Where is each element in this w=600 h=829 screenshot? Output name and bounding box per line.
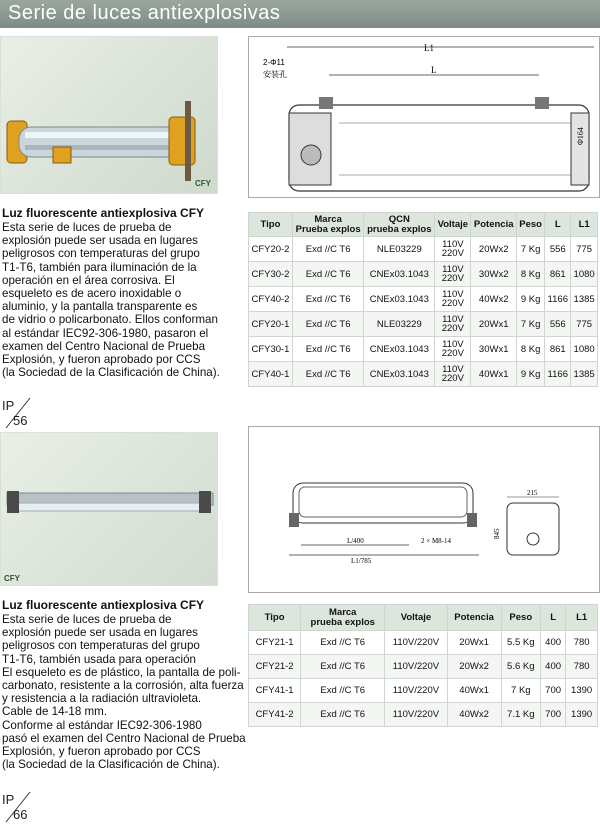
table-header-cell: L <box>545 213 571 237</box>
table-cell: 110V/220V <box>385 655 447 679</box>
table-cell: NLE03229 <box>364 237 435 262</box>
table-cell: 9 Kg <box>516 287 544 312</box>
desc-line: aluminio, y la pantalla transparente es <box>2 300 198 314</box>
table-cell: Exd //C T6 <box>301 655 385 679</box>
table-header-cell: Potencia <box>447 605 501 631</box>
table-cell: 775 <box>571 312 598 337</box>
table-cell: 1385 <box>571 362 598 387</box>
ip-number: 56 <box>13 413 28 428</box>
desc-line: (la Sociedad de la Clasificación de China). <box>2 758 220 772</box>
ip-number: 66 <box>13 807 28 822</box>
table-cell: 775 <box>571 237 598 262</box>
table-cell: CFY21-2 <box>249 655 301 679</box>
table-cell: 1390 <box>566 679 598 703</box>
table-header-cell: Tipo <box>249 605 301 631</box>
table-cell: CFY21-1 <box>249 631 301 655</box>
table-cell: 7 Kg <box>501 679 540 703</box>
tube-dimension-drawing <box>249 37 599 197</box>
table-cell: 8 Kg <box>516 262 544 287</box>
desc-line: de vidrio o policarbonato. Ellos conforman <box>2 313 218 327</box>
fixture-dimension-drawing <box>249 427 599 592</box>
table-cell: 110V 220V <box>435 337 471 362</box>
table-cell: Exd //C T6 <box>301 679 385 703</box>
table-header-cell: L1 <box>566 605 598 631</box>
table-cell: 861 <box>545 262 571 287</box>
table-cell: 110V/220V <box>385 703 447 727</box>
dim-w-label: 215 <box>527 489 538 497</box>
table-cell: 40Wx1 <box>471 362 517 387</box>
table-header-cell: Voltaje <box>385 605 447 631</box>
header-banner <box>0 0 600 28</box>
desc-line: operación en el área corrosiva. El <box>2 273 175 287</box>
table-header-cell: L <box>540 605 565 631</box>
table-cell: 1166 <box>545 362 571 387</box>
desc-line: T1-T6, también usada para operación <box>2 652 196 666</box>
table-cell: 1385 <box>571 287 598 312</box>
ip-letters: IP <box>2 792 15 807</box>
table-cell: Exd //C T6 <box>292 337 363 362</box>
table-header-cell: Peso <box>501 605 540 631</box>
desc-line: al estándar IEC92-306-1980, pasaron el <box>2 326 209 340</box>
table-cell: Exd //C T6 <box>292 312 363 337</box>
table-header-cell: Marca Prueba explos <box>292 213 363 237</box>
desc-line: El esqueleto es de plástico, la pantalla de poli- <box>2 665 241 679</box>
ip66-badge <box>0 790 34 824</box>
desc-line: Esta serie de luces de prueba de <box>2 221 172 234</box>
table-cell: Exd //C T6 <box>301 631 385 655</box>
table-cell: CNEx03.1043 <box>364 287 435 312</box>
table-row <box>249 703 598 727</box>
desc-line: explosión puede ser usada en lugares <box>2 234 198 248</box>
table-row <box>249 362 598 387</box>
table-cell: CFY20-1 <box>249 312 293 337</box>
dim-l1-label: L1/785 <box>351 557 372 565</box>
table-header-cell: Marca prueba explos <box>301 605 385 631</box>
table-cell: CFY30-1 <box>249 337 293 362</box>
spec-table-section1 <box>248 212 598 387</box>
table-cell: 400 <box>540 655 565 679</box>
table-cell: 1080 <box>571 337 598 362</box>
table-cell: 9 Kg <box>516 362 544 387</box>
table-cell: 7 Kg <box>516 237 544 262</box>
table-cell: 20Wx2 <box>471 237 517 262</box>
table-row <box>249 287 598 312</box>
photo-caption: CFY <box>4 574 20 583</box>
desc-line: pasó el examen del Centro Nacional de Prueba <box>2 731 246 745</box>
table-cell: CFY20-2 <box>249 237 293 262</box>
table-cell: CNEx03.1043 <box>364 262 435 287</box>
table-cell: 110V 220V <box>435 287 471 312</box>
desc-line: Conforme al estándar IEC92-306-1980 <box>2 718 202 732</box>
desc-line: Cable de 14-18 mm. <box>2 705 108 719</box>
table-cell: Exd //C T6 <box>292 237 363 262</box>
table-header-cell: L1 <box>571 213 598 237</box>
dim-l400-label: L/400 <box>347 537 364 545</box>
table-cell: 400 <box>540 631 565 655</box>
table-header-cell: Voltaje <box>435 213 471 237</box>
table-row <box>249 312 598 337</box>
table-cell: Exd //C T6 <box>292 262 363 287</box>
page-title: Serie de luces antiexplosivas <box>8 2 281 24</box>
table-cell: CFY41-1 <box>249 679 301 703</box>
table-cell: CFY40-1 <box>249 362 293 387</box>
technical-drawing-fixture <box>248 426 600 593</box>
table-cell: 110V 220V <box>435 362 471 387</box>
table-cell: 1166 <box>545 287 571 312</box>
table-header-cell: Peso <box>516 213 544 237</box>
table-cell: 7 Kg <box>516 312 544 337</box>
table-cell: 556 <box>545 237 571 262</box>
desc-line: Esta serie de luces de prueba de <box>2 613 172 626</box>
desc-line: Explosión, y fueron aprobado por CCS <box>2 353 201 367</box>
table-cell: CFY30-2 <box>249 262 293 287</box>
desc-line: y resistencia a la radiación ultravioleta. <box>2 692 202 706</box>
table-cell: 20Wx2 <box>447 655 501 679</box>
table-cell: 30Wx2 <box>471 262 517 287</box>
table-cell: 40Wx2 <box>471 287 517 312</box>
table-cell: 7.1 Kg <box>501 703 540 727</box>
table-cell: Exd //C T6 <box>301 703 385 727</box>
desc-line: Explosión, y fueron aprobado por CCS <box>2 745 201 759</box>
photo-caption: CFY <box>195 179 211 188</box>
table-cell: 40Wx1 <box>447 679 501 703</box>
table-row <box>249 337 598 362</box>
table-cell: CFY41-2 <box>249 703 301 727</box>
table-header-cell: Potencia <box>471 213 517 237</box>
dim-phi-label: Φ164 <box>576 127 585 145</box>
section2-description <box>2 613 246 771</box>
desc-line: T1-T6, también para iluminación de la <box>2 260 197 274</box>
product-photo-cfy-tube <box>0 36 218 194</box>
table-cell: CNEx03.1043 <box>364 362 435 387</box>
table-cell: 20Wx1 <box>471 312 517 337</box>
table-row <box>249 655 598 679</box>
table-row <box>249 237 598 262</box>
table-cell: 780 <box>566 655 598 679</box>
dim-h-label: 845 <box>493 528 501 539</box>
desc-line: (la Sociedad de la Clasificación de China). <box>2 366 220 380</box>
technical-drawing-tube <box>248 36 600 198</box>
table-header-cell: Tipo <box>249 213 293 237</box>
table-cell: 110V/220V <box>385 679 447 703</box>
table-cell: 1080 <box>571 262 598 287</box>
table-cell: 20Wx1 <box>447 631 501 655</box>
dim-l-label: L <box>431 65 437 75</box>
desc-line: peligrosos con temperaturas del grupo <box>2 247 200 261</box>
table-cell: CNEx03.1043 <box>364 337 435 362</box>
table-cell: NLE03229 <box>364 312 435 337</box>
desc-line: explosión puede ser usada en lugares <box>2 626 198 640</box>
table-cell: 110V 220V <box>435 312 471 337</box>
table-cell: 8 Kg <box>516 337 544 362</box>
tube-lamp-illustration <box>1 37 217 193</box>
table-cell: 40Wx2 <box>447 703 501 727</box>
table-cell: 861 <box>545 337 571 362</box>
table-cell: 110V 220V <box>435 237 471 262</box>
table-cell: 700 <box>540 703 565 727</box>
table-cell: 5.5 Kg <box>501 631 540 655</box>
hole-label-cn: 安装孔 <box>263 70 287 79</box>
dim-l1-label: L1 <box>424 43 434 53</box>
table-cell: 556 <box>545 312 571 337</box>
dim-m-label: 2 × M8-14 <box>421 537 452 545</box>
table-cell: 780 <box>566 631 598 655</box>
fixture-lamp-illustration <box>1 433 217 585</box>
desc-line: examen del Centro Nacional de Prueba <box>2 339 206 353</box>
table-cell: Exd //C T6 <box>292 287 363 312</box>
section1-description <box>2 221 220 379</box>
table-row <box>249 679 598 703</box>
ip-letters: IP <box>2 398 15 413</box>
table-row <box>249 631 598 655</box>
table-cell: 110V 220V <box>435 262 471 287</box>
table-cell: 1390 <box>566 703 598 727</box>
table-header-cell: QCN prueba explos <box>364 213 435 237</box>
desc-line: esqueleto es de acero inoxidable o <box>2 287 182 301</box>
section2-title: Luz fluorescente antiexplosiva CFY <box>2 598 205 612</box>
desc-line: carbonato, resistente a la corrosión, alta fuerza <box>2 679 244 693</box>
hole-label: 2-Φ11 <box>263 58 285 67</box>
section1-title: Luz fluorescente antiexplosiva CFY <box>2 206 205 220</box>
table-cell: Exd //C T6 <box>292 362 363 387</box>
spec-table-section2 <box>248 604 598 727</box>
table-cell: 110V/220V <box>385 631 447 655</box>
product-photo-cfy-fixture <box>0 432 218 586</box>
table-cell: 700 <box>540 679 565 703</box>
table-cell: CFY40-2 <box>249 287 293 312</box>
desc-line: peligrosos con temperaturas del grupo <box>2 639 200 653</box>
table-row <box>249 262 598 287</box>
table-cell: 30Wx1 <box>471 337 517 362</box>
table-cell: 5.6 Kg <box>501 655 540 679</box>
ip56-badge <box>0 396 34 430</box>
